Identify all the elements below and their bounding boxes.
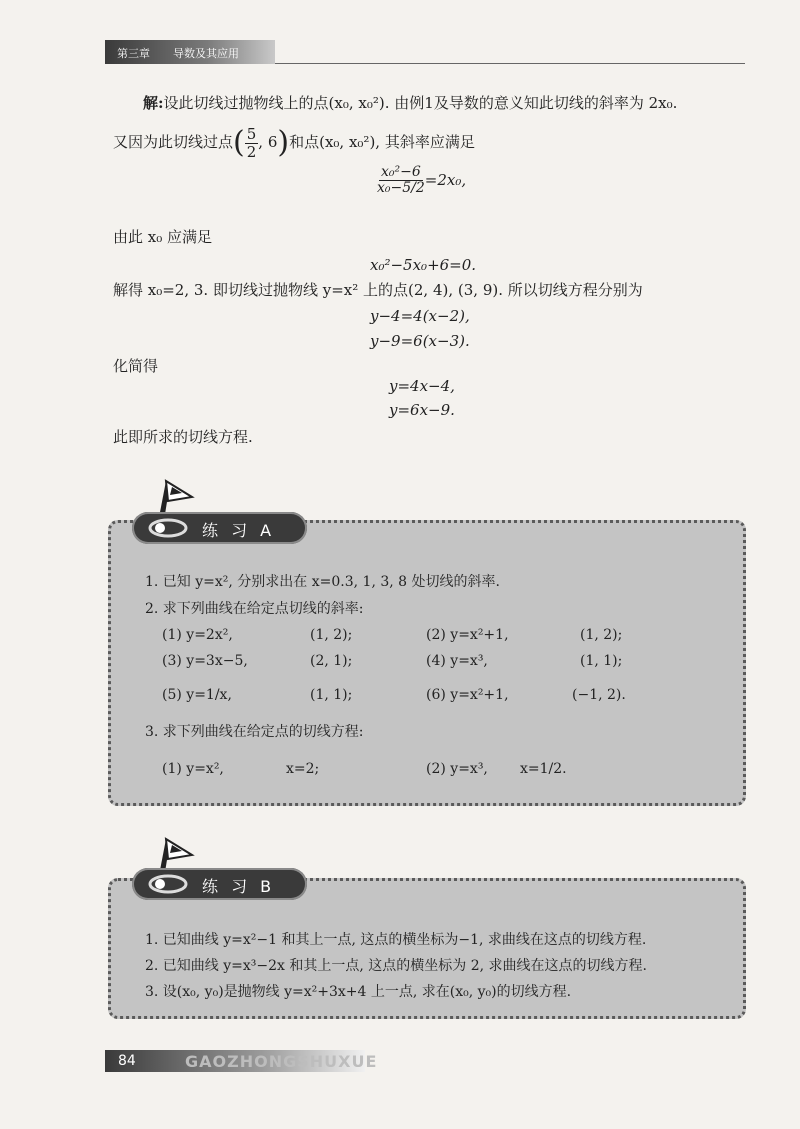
solution-label: 解:: [143, 94, 164, 112]
practice-a-q2: 2. 求下列曲线在给定点切线的斜率:: [145, 601, 364, 617]
equation-3b: y−9=6(x−3).: [370, 332, 470, 350]
practice-b-tag: [132, 868, 307, 900]
practice-a-tag: [132, 512, 307, 544]
practice-b-q3: 3. 设(x₀, y₀)是抛物线 y=x²+3x+4 上一点, 求在(x₀, y₀)的切线方程.: [145, 984, 572, 1000]
q2-item-3-p: (2, 1);: [310, 653, 353, 669]
solution-line-3: 由此 x₀ 应满足: [113, 228, 213, 246]
practice-b-q1: 1. 已知曲线 y=x²−1 和其上一点, 这点的横坐标为−1, 求曲线在这点的切线方程.: [145, 932, 647, 948]
equation-4a: y=4x−4,: [389, 377, 455, 395]
equation-4b: y=6x−9.: [389, 401, 455, 419]
footer-watermark: GAOZHONGSHUXUE: [185, 1052, 378, 1071]
q2-item-6-f: (6) y=x²+1,: [426, 687, 509, 703]
q2-item-4-p: (1, 1);: [580, 653, 623, 669]
practice-a-q3: 3. 求下列曲线在给定点的切线方程:: [145, 724, 364, 740]
q2-item-5-p: (1, 1);: [310, 687, 353, 703]
solution-line-6: 此即所求的切线方程.: [113, 428, 253, 446]
chapter-title: 导数及其应用: [173, 47, 239, 60]
solution-line-5: 化简得: [113, 357, 159, 375]
practice-a-label: 练 习 A: [202, 521, 276, 540]
practice-a-q1: 1. 已知 y=x², 分别求出在 x=0.3, 1, 3, 8 处切线的斜率.: [145, 574, 500, 590]
q3-item-1-p: x=2;: [286, 761, 320, 777]
equation-3a: y−4=4(x−2),: [370, 307, 470, 325]
fraction: $\frac{5}{2}$: [246, 125, 257, 161]
header-rule: [275, 63, 745, 64]
q2-item-2-f: (2) y=x²+1,: [426, 627, 509, 643]
q2-item-4-f: (4) y=x³,: [426, 653, 488, 669]
q2-item-1-p: (1, 2);: [310, 627, 353, 643]
running-header: [105, 40, 745, 64]
q3-item-2-p: x=1/2.: [520, 761, 567, 777]
solution-line-2: 又因为此切线过点( $\frac{5}{2}$ , 6)和点(x₀, x₀²), 其斜率应满足: [113, 125, 475, 161]
q2-item-3-f: (3) y=3x−5,: [162, 653, 248, 669]
page-number: 84: [118, 1053, 136, 1069]
equation-1: $\frac{\text{x₀²−6}}{\text{x₀−5/2}}$ =2x₀,: [377, 164, 467, 197]
swoosh-icon: [146, 872, 190, 896]
header-bar: [105, 40, 275, 64]
swoosh-icon: [146, 516, 190, 540]
q2-item-6-p: (−1, 2).: [572, 687, 626, 703]
q3-item-2-f: (2) y=x³,: [426, 761, 488, 777]
q2-item-5-f: (5) y=1/x,: [162, 687, 232, 703]
equation-2: x₀²−5x₀+6=0.: [370, 256, 477, 274]
q2-item-2-p: (1, 2);: [580, 627, 623, 643]
q3-item-1-f: (1) y=x²,: [162, 761, 224, 777]
q2-item-1-f: (1) y=2x²,: [162, 627, 233, 643]
practice-b-q2: 2. 已知曲线 y=x³−2x 和其上一点, 这点的横坐标为 2, 求曲线在这点的切线方程.: [145, 958, 647, 974]
chapter-label: 第三章: [117, 47, 150, 60]
solution-line-4: 解得 x₀=2, 3. 即切线过抛物线 y=x² 上的点(2, 4), (3, 9). 所以切线方程分别为: [113, 281, 643, 299]
practice-b-label: 练 习 B: [202, 877, 276, 896]
solution-line-1: 解:设此切线过抛物线上的点(x₀, x₀²). 由例1及导数的意义知此切线的斜率为 2x₀.: [143, 94, 678, 112]
